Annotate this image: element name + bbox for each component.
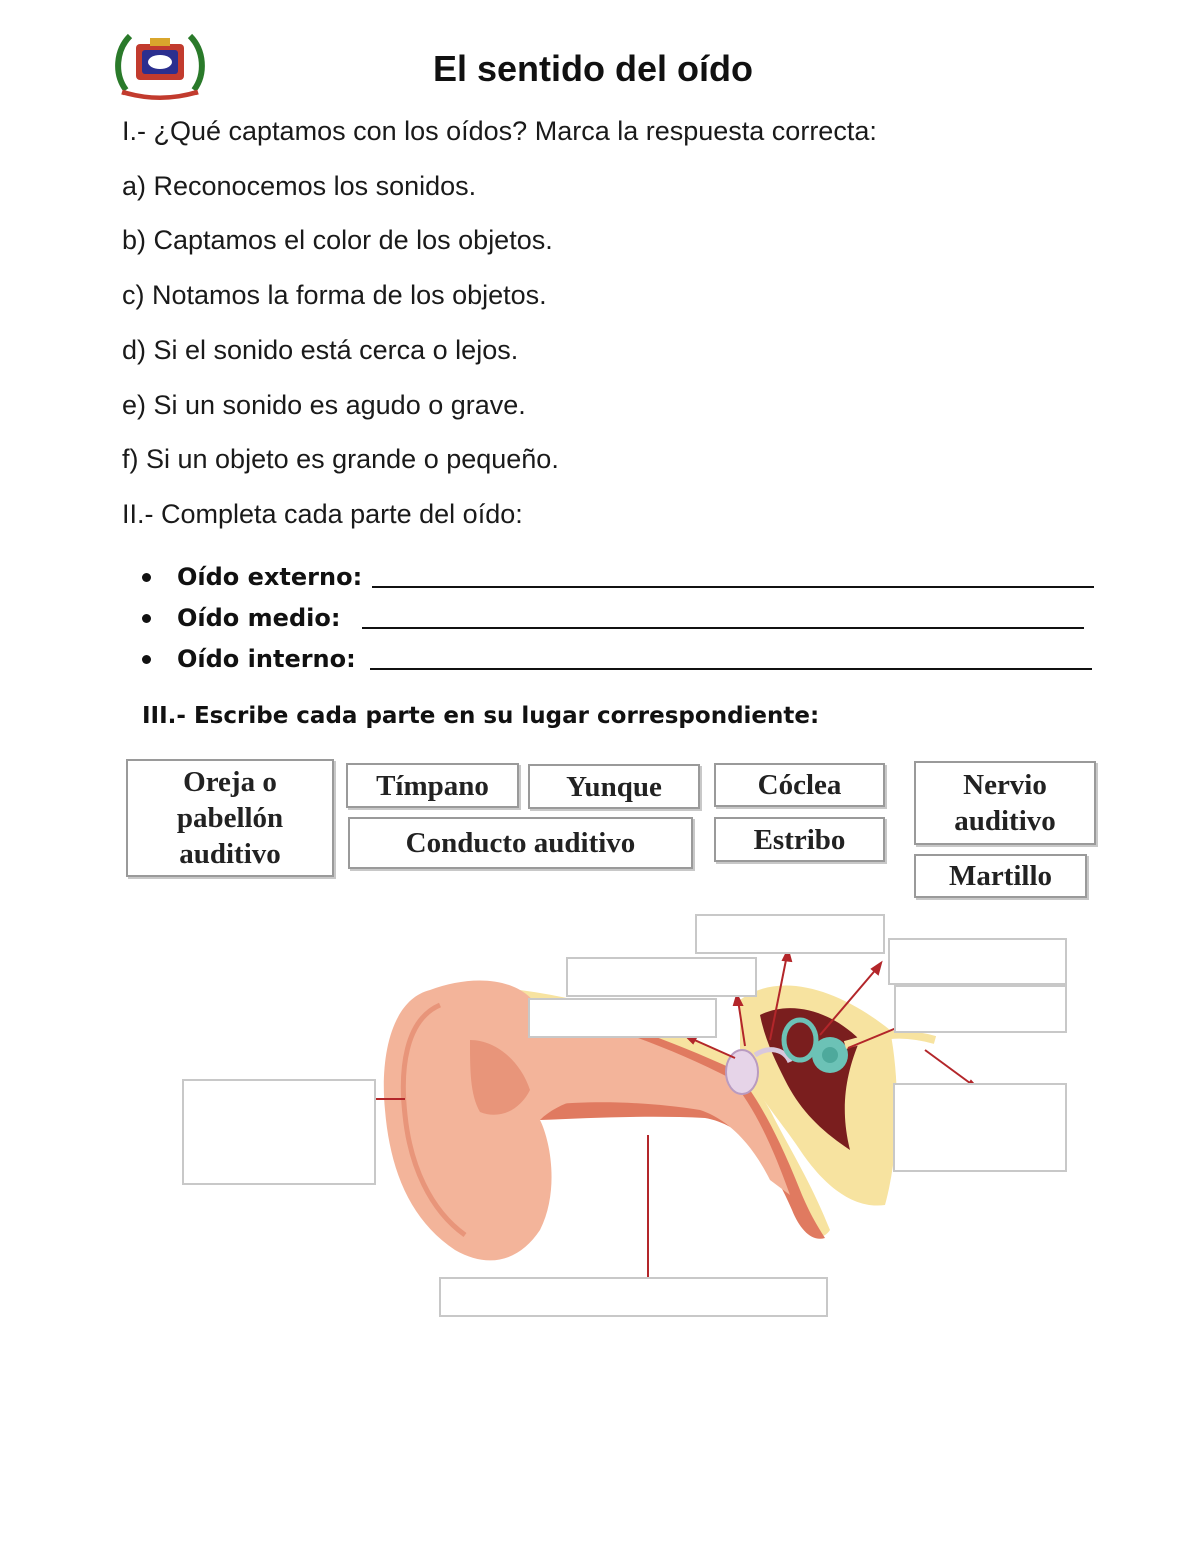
word-coclea[interactable]: Cóclea [714,763,885,807]
item-label: Oído externo: [177,563,363,591]
option-f[interactable]: f) Si un objeto es grande o pequeño. [122,444,559,474]
option-d[interactable]: d) Si el sonido está cerca o lejos. [122,335,519,365]
option-e[interactable]: e) Si un sonido es agudo o grave. [122,390,526,420]
word-yunque[interactable]: Yunque [528,764,700,809]
answer-box-conducto[interactable] [439,1277,828,1317]
option-c[interactable]: c) Notamos la forma de los objetos. [122,280,547,310]
answer-box-oreja[interactable] [182,1079,376,1185]
answer-box-coclea[interactable] [894,985,1067,1033]
answer-box-yunque[interactable] [695,914,885,954]
answer-box-nervio[interactable] [893,1083,1067,1172]
answer-box-martillo[interactable] [566,957,757,997]
option-a[interactable]: a) Reconocemos los sonidos. [122,171,477,201]
section3-heading: III.- Escribe cada parte en su lugar correspondiente: [142,703,820,729]
item-label: Oído medio: [177,604,341,632]
word-timpano[interactable]: Tímpano [346,763,519,808]
word-estribo[interactable]: Estribo [714,817,885,862]
page-title: El sentido del oído [432,48,753,89]
item-label: Oído interno: [177,645,356,673]
word-martillo[interactable]: Martillo [914,854,1087,898]
option-b[interactable]: b) Captamos el color de los objetos. [122,225,553,255]
word-conducto-auditivo[interactable]: Conducto auditivo [348,817,693,869]
answer-box-estribo[interactable] [888,938,1067,985]
section2-heading: II.- Completa cada parte del oído: [122,499,523,529]
word-nervio-auditivo[interactable]: Nervio auditivo [914,761,1096,845]
word-oreja[interactable]: Oreja o pabellón auditivo [126,759,334,877]
answer-box-timpano[interactable] [528,998,717,1038]
section1-heading: I.- ¿Qué captamos con los oídos? Marca la respuesta correcta: [122,116,877,146]
